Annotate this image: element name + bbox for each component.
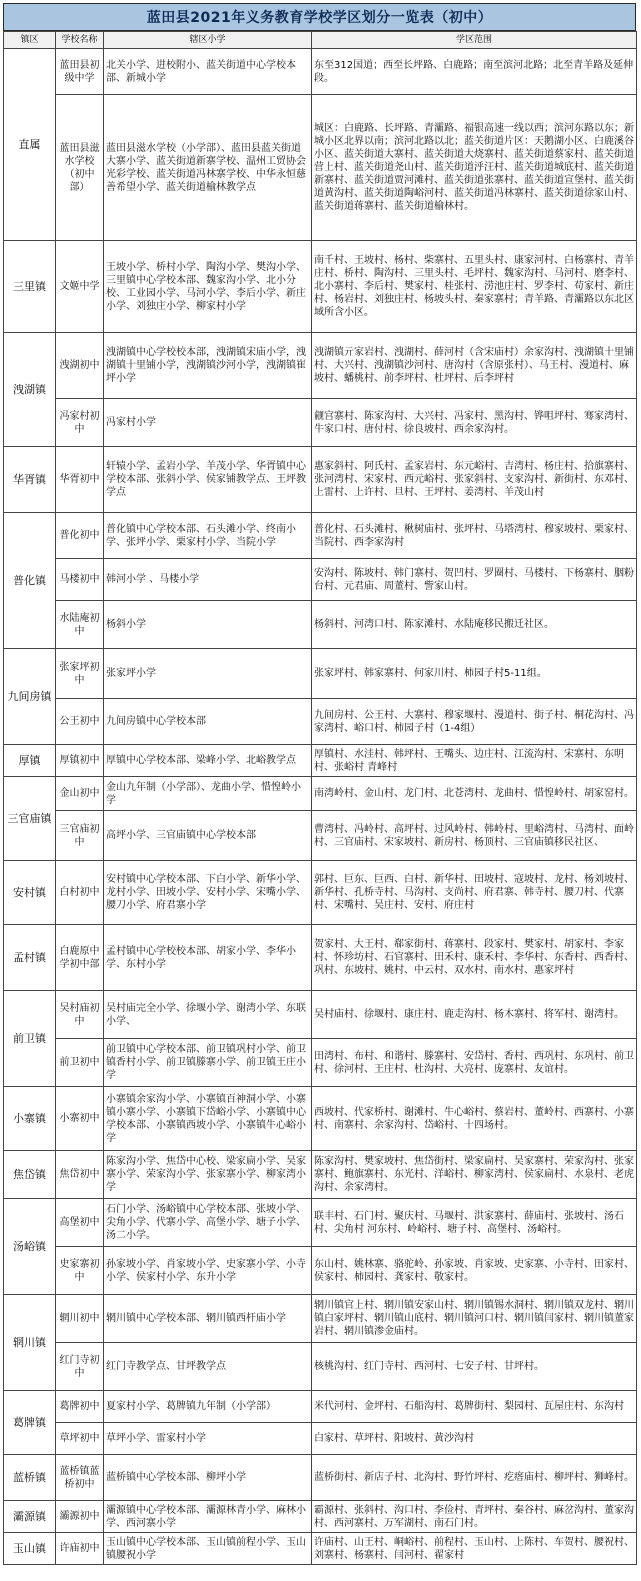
school-cell: 蓝田县初级中学 [56,49,104,95]
feeder-cell: 高坪小学、三官庙镇中心学校本部 [104,811,312,861]
range-cell: 曹湾村、冯岭村、高坪村、过风岭村、韩岭村、里峪湾村、马湾村、面岭村、三官庙村、宋家坡村、新房村、杨顶村、三官庙镇移民社区、 [312,811,637,861]
table-row [4,649,637,699]
range-cell: 安沟村、陈坡村、韩门寨村、贺凹村、罗圈村、马楼村、下杨寨村、胭粉台村、元君庙、周董村、訾家山村。 [312,559,637,601]
feeder-cell: 玉山镇中心学校本部、玉山镇前程小学、玉山镇腰祝小学 [104,1533,312,1565]
town-cell: 葛牌镇 [4,1391,56,1455]
school-cell: 白鹿原中学初中部 [56,925,104,991]
range-cell: 米代河村、金坪村、石船沟村、葛牌街村、梨园村、瓦屋庄村、东沟村 [312,1391,637,1423]
district-table [3,31,637,1565]
school-cell: 马楼初中 [56,559,104,601]
range-cell: 觎宫寨村、陈家沟村、大兴村、冯家村、黑沟村、铧咀坪村、骞家湾村、牛家口村、唐付村、徐良坡村、西余家沟村。 [312,399,637,447]
school-cell: 华胥初中 [56,447,104,513]
range-cell: 惠家斜村、阿氏村、孟家岩村、东元峪村、吉湾村、杨庄村、拾旗寨村、张河湾村、宋家村、西元峪村、张家斜村、支家沟村、新街村、东邓村、上雷村、上许村、旦村、王坪村、姜湾村、羊茂山村 [312,447,637,513]
feeder-cell: 轩辕小学、孟岩小学、羊茂小学、华胥镇中心学校本部、张斜小学、侯家铺教学点、王坪教学点 [104,447,312,513]
school-cell: 水陆庵初中 [56,601,104,649]
header-feeder: 辖区小学 [104,32,312,49]
town-cell: 三官庙镇 [4,777,56,861]
range-cell: 东至312国道；西至长坪路、白鹿路；南至滨河北路；北至青羊路及延伸段。 [312,49,637,95]
feeder-cell: 洩湖镇中心学校校本部，洩湖镇宋庙小学，洩湖镇十里铺小学，洩湖镇沙河小学，洩湖镇崔坪小学 [104,333,312,399]
feeder-cell: 韩河小学 、马楼小学 [104,559,312,601]
range-cell: 霸源村、张斜村、沟口村、李俭村、青坪村、秦谷村、麻岔沟村、董家沟村、西河寨村、万军湖村、南石门村。 [312,1501,637,1533]
town-cell: 普化镇 [4,513,56,649]
town-cell: 前卫镇 [4,991,56,1087]
town-cell: 辋川镇 [4,1295,56,1391]
range-cell: 蓝桥街村、新店子村、北沟村、野竹坪村、疙瘩庙村、柳坪村、狮峰村。 [312,1455,637,1501]
school-cell: 张家坪初中 [56,649,104,699]
table-row [4,399,637,447]
feeder-cell: 红门寺教学点、甘坪教学点 [104,1343,312,1391]
town-cell: 蓝桥镇 [4,1455,56,1501]
table-row [4,1423,637,1455]
town-cell: 孟村镇 [4,925,56,991]
feeder-cell: 普化镇中心学校本部、石头滩小学、终南小学、张坪小学、栗家村小学、当院小学 [104,513,312,559]
range-cell: 九间房村、公王村、大寨村、穆家堰村、漫道村、街子村、桐花沟村、冯家湾村、峪口村、柿园子村（1-4组） [312,699,637,745]
school-cell: 辋川初中 [56,1295,104,1343]
school-cell: 洩湖初中 [56,333,104,399]
table-body [4,49,637,1565]
town-cell: 直属 [4,49,56,241]
table-row [4,1199,637,1247]
feeder-cell: 小寨镇余家沟小学、小寨镇百神洞小学、小寨镇小寨小学、小寨镇下岱峪小学、小寨镇中心学校本部、小寨镇西坡小学、小寨镇牛心峪小学 [104,1087,312,1151]
feeder-cell: 前卫镇中心学校本部、前卫镇巩村小学、前卫镇香村小学、前卫镇滕寨小学、前卫镇王庄小学 [104,1039,312,1087]
school-cell: 许庙初中 [56,1533,104,1565]
range-cell: 白家村、草坪村、阳坡村、黄沙沟村 [312,1423,637,1455]
school-cell: 葛牌初中 [56,1391,104,1423]
range-cell: 城区：白鹿路、长坪路、青灞路、福银高速一线以西；滨河东路以东；新城小区北界以南；滨河北路以北；蓝关街道片区：天鹅湖小区、白鹿溪谷小区、蓝关街道大寨村、蓝关街道大烧寨村、蓝关街道蔡家村、蓝关街道营上村、蓝关街道尧山村、蓝关街道泘汪村、蓝关街道城底村、蓝关街道新寨村、蓝关街道贾河滩村、蓝关街道张寨村、蓝关街道宣堡村、蓝关街道黄沟村、蓝关街道陶峪河村、蓝关街道冯林寨村、蓝关街道徐家山村、蓝关街道蒋寨村、蓝关街道榆林村。 [312,95,637,241]
table-row [4,601,637,649]
range-cell: 吴村庙村、徐堰村、康庄村、鹿走沟村、杨木寨村、将军村、谢湾村。 [312,991,637,1039]
header-range: 学区范围 [312,32,637,49]
feeder-cell: 吴村庙完全小学、徐堰小学、谢湾小学、东联小学、 [104,991,312,1039]
table-title: 蓝田县2021年义务教育学校学区划分一览表（初中） [3,3,636,31]
school-cell: 公王初中 [56,699,104,745]
table-row [4,699,637,745]
table-row [4,1343,637,1391]
town-cell: 安村镇 [4,861,56,925]
feeder-cell: 蓝田县滋水学校（小学部）、蓝田县蓝关街道大寨小学、蓝关街道新寨学校、温州工贸协会光彩学校、蓝关街道冯林寨学校、中华永恒慈善希望小学、蓝关街道榆林教学点 [104,95,312,241]
school-cell: 小寨初中 [56,1087,104,1151]
table-row [4,1295,637,1343]
range-cell: 普化村、石头滩村、楸树庙村、张坪村、马塔湾村、穆家坡村、栗家村、当院村、西李家沟村 [312,513,637,559]
town-cell: 玉山镇 [4,1533,56,1565]
table-row [4,861,637,925]
table-row [4,1391,637,1423]
range-cell: 东山村、姚林寨、骆驼岭、孙家坡、肖家坡、史家寨、小寺村、田家村、侯家村、柿园村、龚家村、敬家村。 [312,1247,637,1295]
table-row [4,1455,637,1501]
table-row [4,1039,637,1087]
range-cell: 贺家村、大王村、郗家街村、蒋寨村、段家村、樊家村、胡家村、李家村、怀珍坊村、石官寨村、田禾村、康禾村、李华村、东香村、西香村、巩村、东坡村、姚村、中云村、双水村、南水村、惠家坪村 [312,925,637,991]
town-cell: 汤峪镇 [4,1199,56,1295]
table-row [4,1501,637,1533]
town-cell: 灞源镇 [4,1501,56,1533]
school-cell: 灞源初中 [56,1501,104,1533]
table-row [4,991,637,1039]
school-cell: 前卫初中 [56,1039,104,1087]
feeder-cell: 王坡小学、桥村小学、陶沟小学、樊沟小学、三里镇中心学校本部、魏家沟小学、北小分校、工业园小学、马河小学、李后小学、新庄小学、刘独庄小学、柳家村小学 [104,241,312,333]
town-cell: 厚镇 [4,745,56,777]
range-cell: 郭村、巨东、巨西、白村、新华村、田坡村、寇坡村、龙村、杨刘坡村、新华村、孔桥寺村、马沟村、支尚村、府君寨、韩寺村、腰刀村、代寨村、宋嘴村、吴庄村、安村、府庄村 [312,861,637,925]
table-row [4,95,637,241]
school-cell: 蓝桥镇蓝桥初中 [56,1455,104,1501]
school-cell: 白村初中 [56,861,104,925]
range-cell: 南湾岭村、金山村、龙门村、北苍湾村、龙曲村、惜惶岭村、胡家窑村。 [312,777,637,811]
table-row [4,1087,637,1151]
school-cell: 普化初中 [56,513,104,559]
feeder-cell: 孟村镇中心学校校本部、胡家小学、李华小学、东村小学 [104,925,312,991]
school-cell: 冯家村初中 [56,399,104,447]
range-cell: 杨斜村、河湾口村、陈家滩村、水陆庵移民搬迁社区。 [312,601,637,649]
feeder-cell: 灞源镇中心学校本部、灞源林青小学、麻林小学、西河寨小学 [104,1501,312,1533]
town-cell: 三里镇 [4,241,56,333]
range-cell: 田湾村、布村、和谐村、滕寨村、安岱村、香村、西巩村、东巩村、前卫村、徐河村、王庄村、杜沟村、大亮村、庞寨村、友谊村。 [312,1039,637,1087]
range-cell: 陈家沟村、樊家坡村、焦岱街村、梁家扁村、吴家寨村、荣家沟村、张家寨村、鲍旗寨村、东光村、洋峪村、柳家湾村、侯家扁村、水泉村、老虎沟村、余家湾村。 [312,1151,637,1199]
town-cell: 洩湖镇 [4,333,56,447]
school-cell: 红门寺初中 [56,1343,104,1391]
feeder-cell: 厚镇中心学校本部、梁峰小学、北峪教学点 [104,745,312,777]
town-cell: 九间房镇 [4,649,56,745]
table-row [4,49,637,95]
school-cell: 草坪初中 [56,1423,104,1455]
range-cell: 辋川镇官上村、辋川镇安家山村、辋川镇锡水洞村、辋川镇双龙村、辋川镇白家坪村、辋川镇山底村、辋川镇河口村、辋川镇闫家村、辋川镇董家岩村、辋川镇渗金庙村。 [312,1295,637,1343]
header-school: 学校名称 [56,32,104,49]
range-cell: 联丰村、石门村、聚庆村、马堰村、洪家寨村、薛庙村、张坡村、汤石村、尖角村 河东村、岭峪村、塘子村、高堡村、汤峪村。 [312,1199,637,1247]
feeder-cell: 草坪小学、雷家村小学 [104,1423,312,1455]
feeder-cell: 张家坪小学 [104,649,312,699]
table-row [4,447,637,513]
table-row [4,513,637,559]
school-cell: 三官庙初中 [56,811,104,861]
range-cell: 核桃沟村、红门寺村、西河村、七安子村、甘坪村。 [312,1343,637,1391]
feeder-cell: 陈家沟小学、焦岱中心校、梁家扁小学、吴家寨小学、荣家沟小学、张家寨小学、柳家湾小学 [104,1151,312,1199]
school-cell: 金山初中 [56,777,104,811]
range-cell: 厚镇村、水洼村、韩坪村、王嘴头、边庄村、江流沟村、宋寨村、东明村、张峪村 青峰村 [312,745,637,777]
table-row [4,811,637,861]
school-cell: 吴村庙初中 [56,991,104,1039]
feeder-cell: 杨斜小学 [104,601,312,649]
range-cell: 洩湖镇亓家岩村、洩湖村、薛河村（含宋庙村）余家沟村、洩湖镇十里铺村、大兴村、洩湖镇沙河村、唐沟村（含原张村）、马王村、漫道村、麻坡村、蟠桃村、前李坪村、杜坪村、后李坪村 [312,333,637,399]
school-cell: 焦岱初中 [56,1151,104,1199]
table-row [4,777,637,811]
table-row [4,333,637,399]
feeder-cell: 石门小学、汤峪镇中心学校本部、张坡小学、尖角小学、代寨小学、高堡小学、塘子小学、汤二小学。 [104,1199,312,1247]
table-row [4,1533,637,1565]
feeder-cell: 孙家坡小学、肖家坡小学、史家寨小学、小寺小学、侯家村小学、东升小学 [104,1247,312,1295]
table-row [4,1151,637,1199]
range-cell: 南千村、王坡村、杨村、柴寨村、五里头村、康家河村、白杨寨村、青羊庄村、桥村、陶沟村、三里头村、毛坪村、魏家沟村、马河村、磨李村、北小寨村、李后村、樊家村、桂张村、涝池庄村、罗李村、苟家村、新庄村、杨岩村、刘独庄村、杨坡头村、秦家寨村；青羊路、青灞路以东北区域所含小区。 [312,241,637,333]
feeder-cell: 夏家村小学、葛牌镇九年制（小学部） [104,1391,312,1423]
feeder-cell: 九间房镇中心学校本部 [104,699,312,745]
feeder-cell: 安村镇中心学校本部、下白小学、新华小学、龙村小学、田坡小学、安村小学、宋嘴小学、腰刀小学、府君寨小学 [104,861,312,925]
school-cell: 高堡初中 [56,1199,104,1247]
header-row [4,32,637,49]
range-cell: 张家坪村、韩家寨村、何家川村、柿园子村5-11组。 [312,649,637,699]
town-cell: 焦岱镇 [4,1151,56,1199]
table-row [4,925,637,991]
feeder-cell: 辋川镇中心学校本部、辋川镇西杆庙小学 [104,1295,312,1343]
table-row [4,559,637,601]
school-cell: 蓝田县滋水学校（初中部） [56,95,104,241]
table-row [4,1247,637,1295]
town-cell: 华胥镇 [4,447,56,513]
town-cell: 小寨镇 [4,1087,56,1151]
range-cell: 许庙村、山王村、峒峪村、前程村、玉山村、上陈村、车贺村、腰祝村、刘寨村、杨寨村、闫河村、翟家村 [312,1533,637,1565]
table-row [4,241,637,333]
range-cell: 西坡村、代家桥村、谢滩村、牛心峪村、蔡岩村、董岭村、西寨村、小寨村、南寨村、余家沟村、岱峪村、十四场村。 [312,1087,637,1151]
document [3,3,636,1565]
school-cell: 文姬中学 [56,241,104,333]
feeder-cell: 蓝桥镇中心学校本部、柳坪小学 [104,1455,312,1501]
feeder-cell: 金山九年制（小学部）、龙曲小学、惜惶岭小学 [104,777,312,811]
feeder-cell: 冯家村小学 [104,399,312,447]
header-town: 镇区 [4,32,56,49]
school-cell: 厚镇初中 [56,745,104,777]
feeder-cell: 北关小学、进校附小、蓝关街道中心学校本部、新城小学 [104,49,312,95]
table-row [4,745,637,777]
school-cell: 史家寨初中 [56,1247,104,1295]
